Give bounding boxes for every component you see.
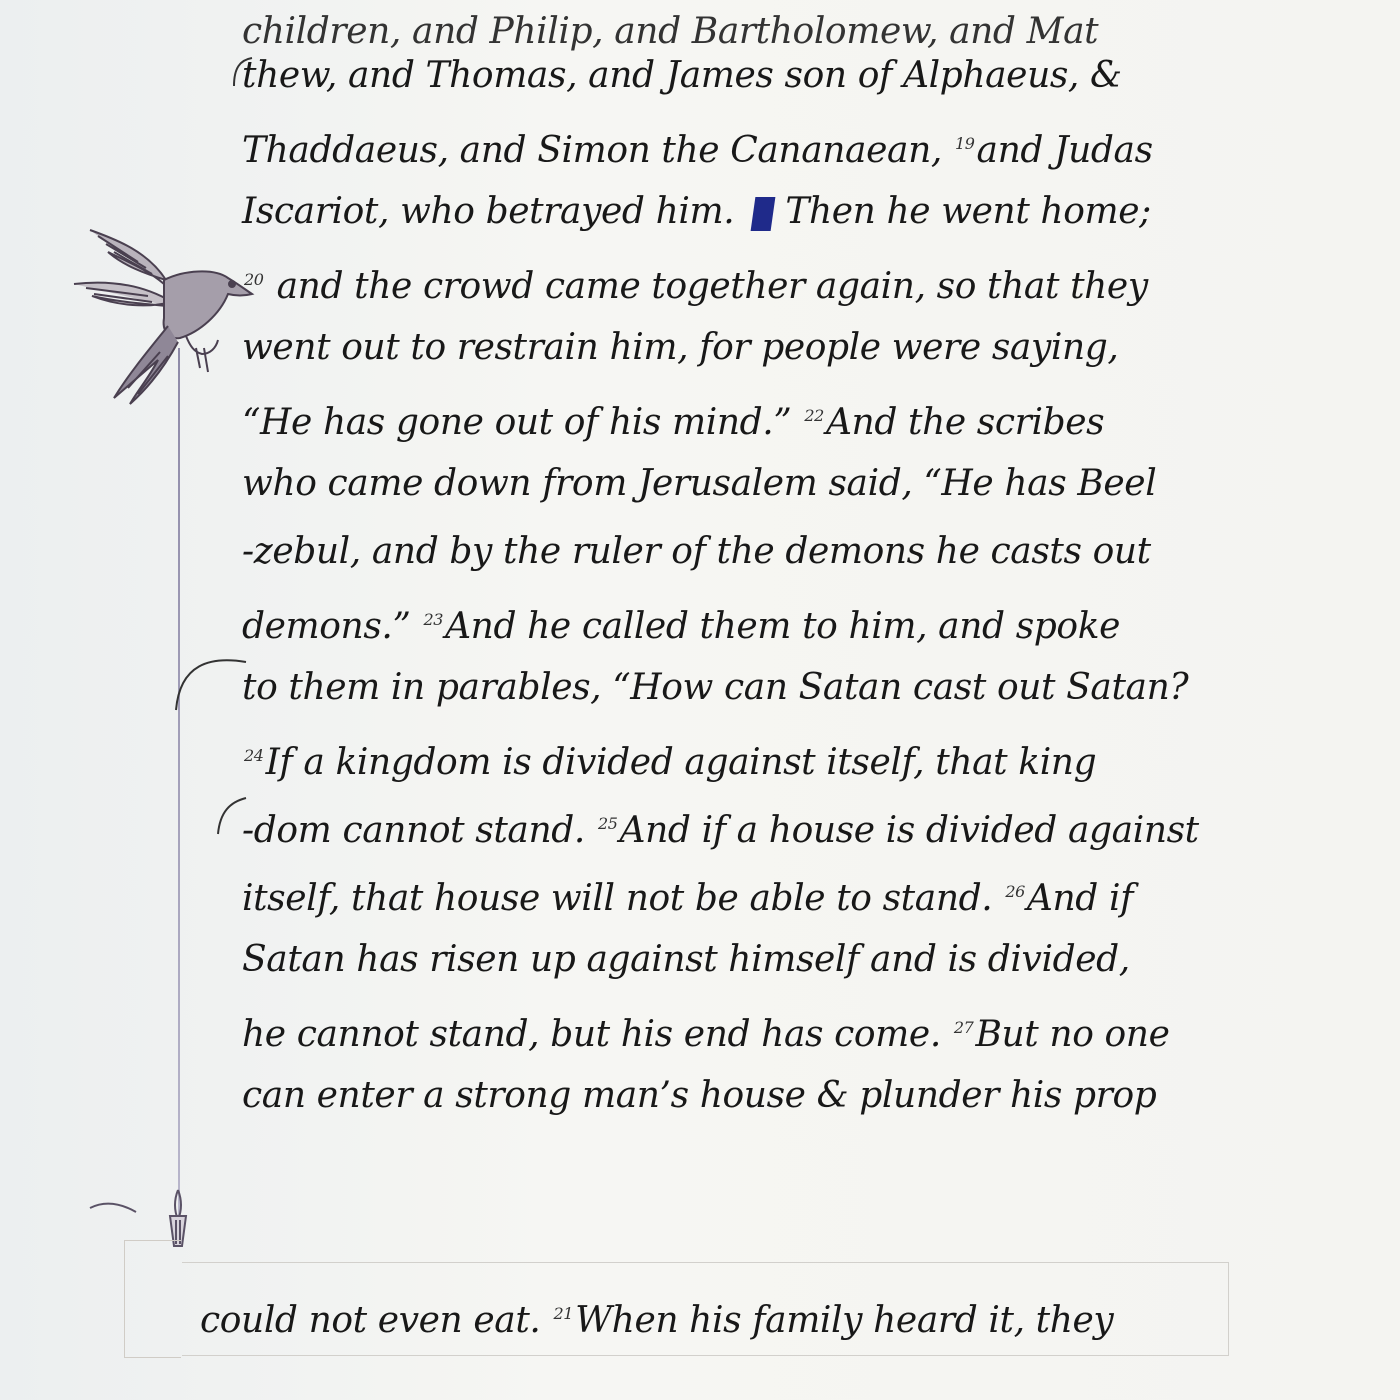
text-line: who came down from Jerusalem said, “He has Beel (242, 463, 1157, 504)
verse-number: 26 (1005, 882, 1025, 901)
verse-number: 27 (953, 1018, 974, 1037)
text-line: he cannot stand, but his end has come. $^{27}$But no one (242, 1014, 1170, 1055)
verse-number: 24 (244, 746, 264, 765)
paragraph-mark-icon (751, 197, 776, 231)
manuscript-text-block (242, 11, 1272, 1130)
text-line: to them in parables, “How can Satan cast out Satan? (242, 667, 1189, 708)
text-line: “He has gone out of his mind.” $^{22}$And the scribes (242, 402, 1105, 443)
dove-icon (68, 222, 258, 412)
verse-number: 22 (804, 406, 824, 425)
margin-guide-line (178, 348, 180, 1228)
swash-ornament (170, 650, 250, 720)
text-line: can enter a strong man’s house & plunder his prop (242, 1075, 1157, 1116)
text-line: thew, and Thomas, and James son of Alphaeus, & (242, 55, 1122, 96)
text-line: Iscariot, who betrayed him. Then he went home; (242, 191, 1151, 232)
text-line: $^{20}$ and the crowd came together again, so that they (244, 266, 1148, 307)
verse-number: 19 (954, 134, 975, 153)
text-line: -zebul, and by the ruler of the demons he casts out (242, 531, 1151, 572)
verse-number: 25 (597, 814, 618, 833)
text-line: demons.” $^{23}$And he called them to him, and spoke (242, 606, 1121, 647)
verse-number: 23 (423, 610, 444, 629)
text-line: Thaddaeus, and Simon the Cananaean, $^{19}$and Judas (242, 130, 1153, 171)
text-line: went out to restrain him, for people were saying, (242, 327, 1119, 368)
text-line: -dom cannot stand. $^{25}$And if a house is divided against (242, 810, 1199, 851)
correction-bracket (124, 1240, 181, 1358)
text-line: itself, that house will not be able to stand. $^{26}$And if (242, 878, 1134, 919)
inserted-text-line: could not even eat. $^{21}$When his family heard it, they (200, 1300, 1114, 1341)
verse-number: 21 (553, 1304, 574, 1323)
text-line: Satan has risen up against himself and is divided, (242, 939, 1130, 980)
verse-number: 20 (244, 270, 264, 289)
text-line: $^{24}$If a kingdom is divided against itself, that king (244, 742, 1097, 783)
text-line: children, and Philip, and Bartholomew, and Mat (242, 11, 1099, 52)
